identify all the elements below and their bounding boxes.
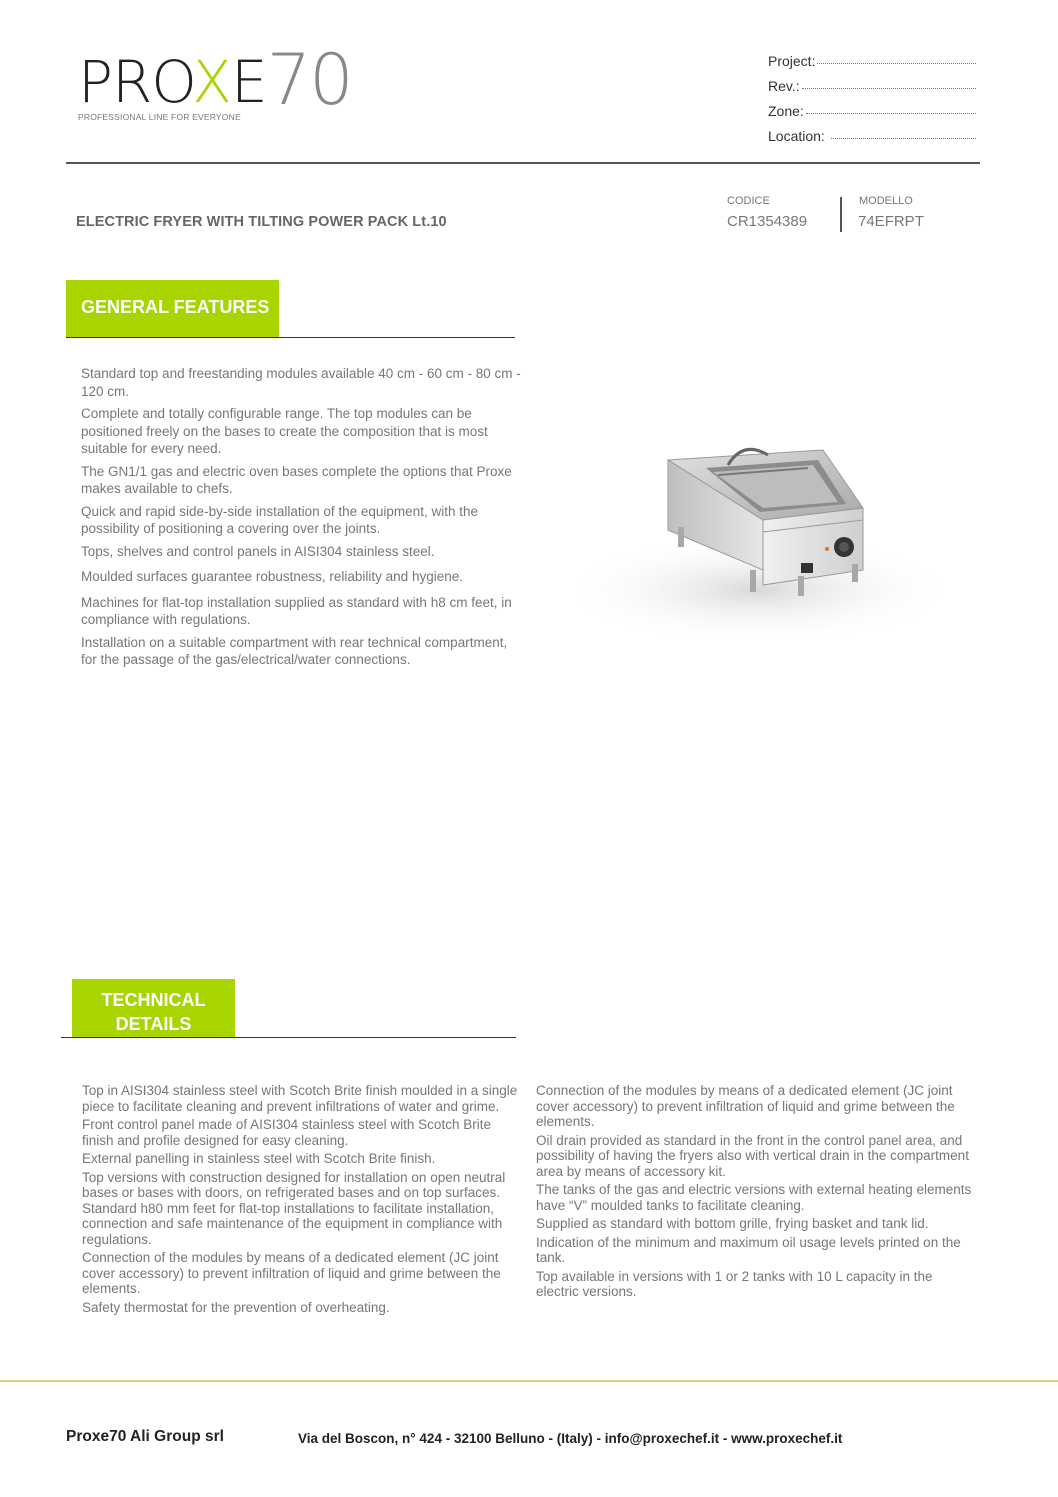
location-label: Location: bbox=[768, 128, 825, 144]
brand-logo bbox=[78, 39, 378, 128]
technical-details-right-column bbox=[536, 1083, 976, 1303]
feature-item: Standard top and freestanding modules available 40 cm - 60 cm - 80 cm - 120 cm. bbox=[81, 366, 521, 399]
technical-heading-line2: DETAILS bbox=[115, 1014, 192, 1034]
header-divider bbox=[66, 162, 980, 164]
technical-details-rule bbox=[61, 1037, 516, 1038]
general-features-rule bbox=[66, 337, 515, 338]
product-image bbox=[528, 420, 983, 670]
tech-item: Top versions with construction designed for installation on open neutral bases or bases with doors, on refrigerated bases and on top surfaces. Standard h80 mm feet for flat-top installations to facilitate installation, connection and safe maintenance of the equipment in compliance with regulations. bbox=[82, 1169, 506, 1247]
feature-item: Tops, shelves and control panels in AISI304 stainless steel. bbox=[81, 543, 435, 559]
tech-item: Indication of the minimum and maximum oil usage levels printed on the tank. bbox=[536, 1234, 961, 1265]
project-info-box bbox=[768, 44, 978, 144]
general-features-heading: GENERAL FEATURES bbox=[81, 297, 270, 317]
code-separator bbox=[840, 197, 842, 232]
tech-item: Connection of the modules by means of a dedicated element (JC joint cover accessory) to prevent infiltration of liquid and grime between the elements. bbox=[536, 1083, 955, 1129]
footer-divider bbox=[0, 1380, 1058, 1382]
modello-value: 74EFRPT bbox=[858, 213, 924, 230]
location-fill-line bbox=[831, 138, 976, 139]
footer-company: Proxe70 Ali Group srl bbox=[66, 1428, 224, 1445]
footer-address: Via del Boscon, n° 424 - 32100 Belluno - (Italy) - info@proxechef.it - www.proxechef.it bbox=[298, 1431, 843, 1446]
feature-item: Installation on a suitable compartment with rear technical compartment, for the passage of the gas/electrical/water connections. bbox=[81, 634, 508, 667]
logo-tagline: PROFESSIONAL LINE FOR EVERYONE bbox=[78, 112, 241, 122]
rev-field[interactable] bbox=[768, 69, 978, 94]
zone-label: Zone: bbox=[768, 103, 804, 119]
modello-label: MODELLO bbox=[859, 195, 913, 207]
logo-text-x: X bbox=[192, 48, 231, 116]
technical-details-header bbox=[72, 979, 235, 1037]
logo-text-number: 70 bbox=[266, 39, 352, 121]
zone-field[interactable] bbox=[768, 94, 978, 119]
tech-item: Supplied as standard with bottom grille, frying basket and tank lid. bbox=[536, 1216, 929, 1231]
codice-value: CR1354389 bbox=[727, 213, 808, 230]
tech-item: Top available in versions with 1 or 2 tanks with 10 L capacity in the electric versions. bbox=[536, 1268, 933, 1299]
tech-item: Connection of the modules by means of a dedicated element (JC joint cover accessory) to prevent infiltration of liquid and grime between the elements. bbox=[82, 1250, 501, 1296]
technical-heading-line1: TECHNICAL bbox=[101, 990, 206, 1010]
logo-text-prefix: PRO bbox=[78, 48, 193, 116]
general-features-header bbox=[66, 280, 279, 337]
project-field[interactable] bbox=[768, 44, 978, 69]
tech-item: Front control panel made of AISI304 stainless steel with Scotch Brite finish and profile designed for easy cleaning. bbox=[82, 1117, 491, 1148]
project-label: Project: bbox=[768, 53, 816, 69]
rev-label: Rev.: bbox=[768, 78, 800, 94]
product-title: ELECTRIC FRYER WITH TILTING POWER PACK Lt.10 bbox=[76, 214, 447, 230]
zone-fill-line bbox=[806, 113, 976, 114]
feature-item: Moulded surfaces guarantee robustness, reliability and hygiene. bbox=[81, 569, 463, 584]
feature-item: Quick and rapid side-by-side installation of the equipment, with the possibility of positioning a covering over the joints. bbox=[81, 503, 478, 536]
fryer-illustration bbox=[528, 420, 983, 670]
feature-item: Complete and totally configurable range. The top modules can be positioned freely on the bases to create the composition that is most suitable for every need. bbox=[81, 406, 488, 456]
location-field[interactable] bbox=[768, 119, 978, 144]
feature-item: The GN1/1 gas and electric oven bases complete the options that Proxe makes available to chefs. bbox=[81, 463, 512, 496]
logo-text-e: E bbox=[230, 48, 267, 116]
tech-item: The tanks of the gas and electric versions with external heating elements have “V” moulded tanks to facilitate cleaning. bbox=[536, 1182, 972, 1213]
technical-details-left-column bbox=[82, 1083, 522, 1318]
rev-fill-line bbox=[802, 88, 976, 89]
tech-item: Oil drain provided as standard in the front in the control panel area, and possibility of having the fryers also with vertical drain in the compartment area by means of accessory kit. bbox=[536, 1132, 969, 1179]
feature-item: Machines for flat-top installation supplied as standard with h8 cm feet, in compliance with regulations. bbox=[81, 594, 512, 627]
project-fill-line bbox=[817, 63, 976, 64]
tech-item: Safety thermostat for the prevention of overheating. bbox=[82, 1299, 390, 1315]
technical-details-heading bbox=[72, 988, 235, 1036]
general-features-list bbox=[81, 365, 526, 674]
tech-item: External panelling in stainless steel with Scotch Brite finish. bbox=[82, 1151, 436, 1166]
tech-item: Top in AISI304 stainless steel with Scotch Brite finish moulded in a single piece to facilitate cleaning and prevent infiltrations of water and grime. bbox=[82, 1083, 518, 1114]
codice-label: CODICE bbox=[727, 195, 770, 207]
